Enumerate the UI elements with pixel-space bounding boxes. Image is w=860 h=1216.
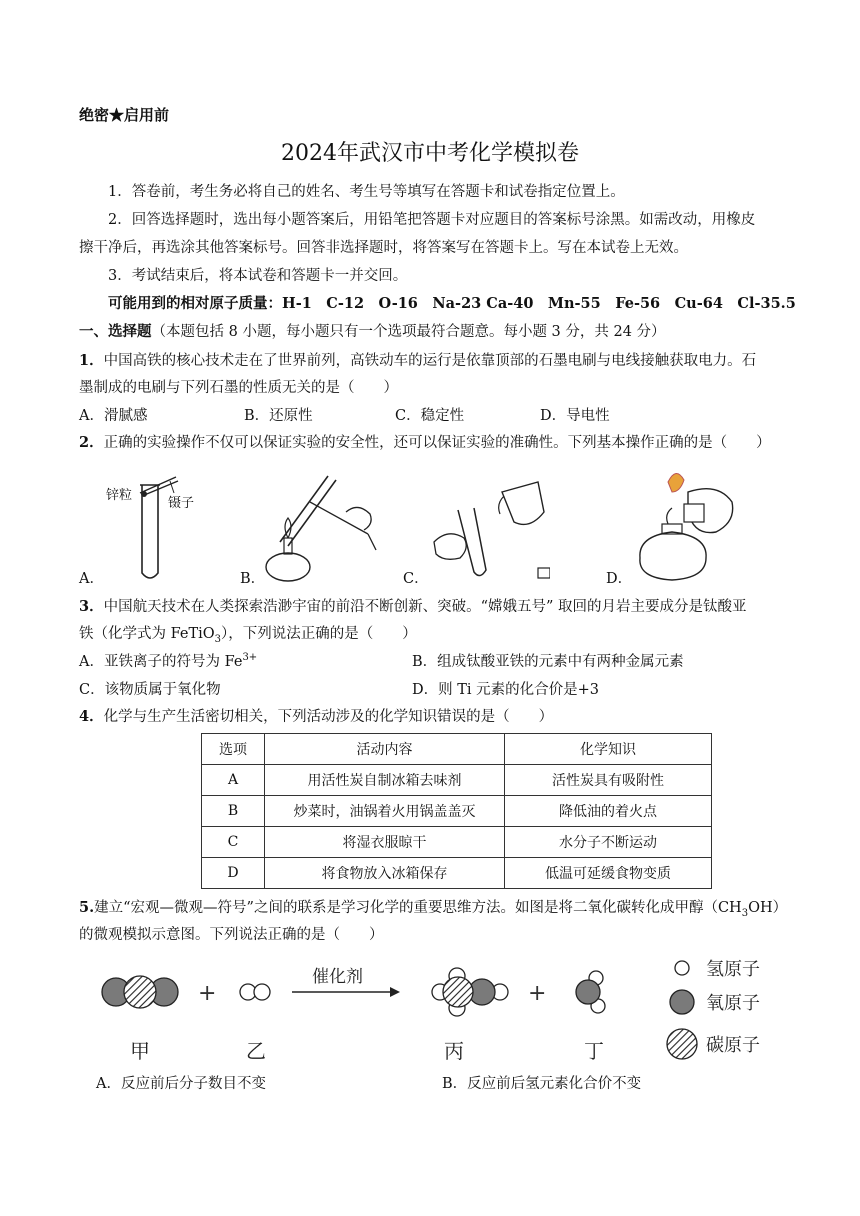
table-cell: D [202, 858, 265, 889]
q2-figure-d [628, 462, 748, 587]
q1-option-c: C．稳定性 [395, 408, 465, 424]
q2-label-c: C． [403, 571, 429, 587]
q5-text: 建立“宏观—微观—符号”之间的联系是学习化学的重要思维方法。如图是将二氧化碳转化成甲醇（CH [94, 900, 742, 916]
q3-option-c: C．该物质属于氧化物 [79, 682, 221, 698]
q5-option-a: A．反应前后分子数目不变 [96, 1076, 266, 1092]
q2-figure-a [100, 465, 210, 585]
q3-line2-end: ），下列说法正确的是（ ） [221, 626, 417, 642]
label-ding: 丁 [584, 1039, 604, 1063]
page-title: 2024年武汉市中考化学模拟卷 [281, 141, 579, 166]
table-row [202, 827, 712, 858]
q5-option-b: B．反应前后氢元素化合价不变 [442, 1076, 642, 1092]
q3-line1 [79, 597, 747, 617]
instruction-1: 1．答卷前，考生务必将自己的姓名、考生号等填写在答题卡和试卷指定位置上。 [108, 184, 625, 200]
section-label: 一、选择题 [79, 323, 152, 340]
q5-line2: 的微观模拟示意图。下列说法正确的是（ ） [79, 927, 384, 943]
q2-label-d: D． [606, 571, 633, 587]
atomic-masses: 可能用到的相对原子质量：H-1 C-12 O-16 Na-23 Ca-40 Mn-55 Fe-56 Cu-64 Cl-35.5 [108, 295, 796, 312]
instruction-2: 2．回答选择题时，选出每小题答案后，用铅笔把答题卡对应题目的答案标号涂黑。如需改动，用橡皮 [108, 212, 756, 228]
q3-option-a-text: A．亚铁离子的符号为 Fe [79, 654, 243, 670]
table-row [202, 858, 712, 889]
legend-carbon: 碳原子 [706, 1035, 760, 1056]
q1-option-d: D．导电性 [540, 408, 610, 424]
q4-line1 [79, 707, 553, 727]
instruction-3: 3．考试结束后，将本试卷和答题卡一并交回。 [108, 268, 408, 284]
q5-reaction-diagram [90, 950, 790, 1070]
q1-number: 1． [79, 352, 104, 369]
table-header-cell: 选项 [202, 734, 265, 765]
q1-option-b: B．还原性 [244, 408, 313, 424]
table-row [202, 796, 712, 827]
q2-label-b: B． [240, 571, 266, 587]
q5-text-end: OH） [748, 900, 788, 916]
q1-line2: 墨制成的电刷与下列石墨的性质无关的是（ ） [79, 380, 398, 396]
label-jia: 甲 [130, 1039, 150, 1063]
molecule-ding [576, 971, 605, 1013]
q3-line2 [79, 624, 417, 646]
q3-text: 中国航天技术在人类探索浩渺宇宙的前沿不断创新、突破。“嫦娥五号” 取回的月岩主要成分是钛酸亚 [103, 599, 747, 615]
q5-subscript: 3 [741, 908, 749, 919]
q4-table [201, 733, 712, 889]
instruction-2-cont: 擦干净后，再选涂其他答案标号。回答非选择题时，将答案写在答题卡上。写在本试卷上无效。 [79, 240, 688, 256]
q5-line1 [79, 898, 787, 920]
table-cell: 低温可延缓食物变质 [505, 858, 712, 889]
section-note: （本题包括 8 小题，每小题只有一个选项最符合题意。每小题 3 分，共 24 分） [151, 324, 666, 340]
q2-figure-b [258, 462, 388, 587]
q3-option-a [79, 652, 257, 674]
table-header-cell: 化学知识 [505, 734, 712, 765]
table-cell: B [202, 796, 265, 827]
legend [667, 959, 760, 1059]
q2-fig-a-zinc-label: 锌粒 [106, 488, 133, 503]
table-cell: 将食物放入冰箱保存 [265, 858, 505, 889]
legend-hydrogen: 氢原子 [706, 959, 760, 980]
q2-number: 2． [79, 434, 104, 451]
table-cell: 水分子不断运动 [505, 827, 712, 858]
q2-text: 正确的实验操作不仅可以保证实验的安全性，还可以保证实验的准确性。下列基本操作正确的是（ ） [103, 435, 771, 451]
table-cell: A [202, 765, 265, 796]
q1-text: 中国高铁的核心技术走在了世界前列，高铁动车的运行是依靠顶部的石墨电刷与电线接触获取电力。石 [103, 353, 757, 369]
q2-figure-c [430, 462, 550, 587]
q3-option-a-superscript: 3+ [242, 652, 258, 663]
q2-label-a: A． [79, 571, 104, 587]
catalyst-label: 催化剂 [312, 967, 363, 987]
q4-number: 4． [79, 708, 104, 725]
plus-sign-1: + [198, 981, 217, 1006]
q3-option-b: B．组成钛酸亚铁的元素中有两种金属元素 [412, 654, 684, 670]
molecule-bing [432, 968, 508, 1016]
section-heading [79, 322, 666, 342]
q4-text: 化学与生产生活密切相关，下列活动涉及的化学知识错误的是（ ） [103, 709, 554, 725]
q3-formula-subscript: 3 [214, 634, 222, 645]
table-cell: 用活性炭自制冰箱去味剂 [265, 765, 505, 796]
q2-fig-a-tweezers-label: 镊子 [168, 496, 195, 511]
plus-sign-2: + [528, 981, 547, 1006]
q5-number: 5. [79, 899, 95, 916]
table-cell: 炒菜时，油锅着火用锅盖盖灭 [265, 796, 505, 827]
molecule-jia [102, 976, 178, 1008]
table-cell: 活性炭具有吸附性 [505, 765, 712, 796]
table-cell: 降低油的着火点 [505, 796, 712, 827]
legend-hydrogen-swatch [675, 961, 689, 975]
q3-option-d: D．则 Ti 元素的化合价是+3 [412, 682, 600, 698]
q1-option-a: A．滑腻感 [79, 408, 148, 424]
q1-line1 [79, 351, 756, 371]
confidential-mark: 绝密★启用前 [79, 106, 170, 124]
q2-line1 [79, 433, 771, 453]
q3-formula-text: 铁（化学式为 FeTiO [79, 626, 215, 642]
label-bing: 丙 [444, 1039, 464, 1063]
legend-oxygen-swatch [670, 990, 694, 1014]
table-header-cell: 活动内容 [265, 734, 505, 765]
table-row [202, 765, 712, 796]
molecule-yi [240, 984, 270, 1000]
label-yi: 乙 [246, 1039, 266, 1063]
legend-oxygen: 氧原子 [706, 993, 760, 1014]
q3-number: 3． [79, 598, 104, 615]
table-header-row [202, 734, 712, 765]
table-cell: 将湿衣服晾干 [265, 827, 505, 858]
legend-carbon-swatch [667, 1029, 697, 1059]
table-cell: C [202, 827, 265, 858]
